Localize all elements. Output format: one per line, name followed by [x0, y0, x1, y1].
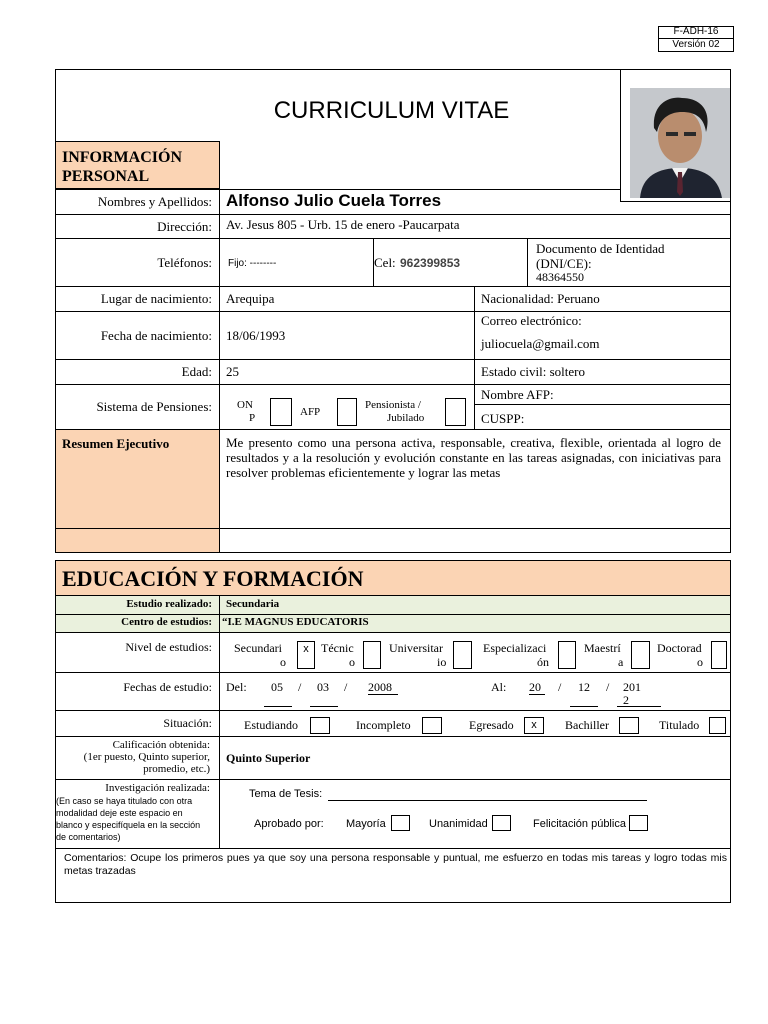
- from-month: 03: [317, 680, 329, 694]
- level-6-line2: o: [697, 655, 703, 669]
- to-day: 20: [529, 680, 541, 694]
- pension-label: Sistema de Pensiones:: [96, 399, 212, 414]
- level-5-line2: a: [618, 655, 624, 669]
- level-5-line1: Maestrí: [584, 641, 621, 655]
- date-slash-2: /: [344, 680, 348, 694]
- name-value: Alfonso Julio Cuela Torres: [226, 191, 442, 210]
- situation-3-label: Egresado: [469, 718, 514, 732]
- grade-label-2: (1er puesto, Quinto superior,: [83, 751, 210, 763]
- approval-2-label: Unanimidad: [429, 818, 488, 830]
- doc-code: F-ADH-16: [673, 26, 719, 37]
- grade-label-1: Calificación obtenida:: [112, 739, 210, 751]
- birthdate-value: 18/06/1993: [226, 328, 286, 343]
- to-year-line2: 2: [623, 693, 629, 707]
- level-2-line2: o: [349, 655, 355, 669]
- level-1-line2: o: [280, 655, 286, 669]
- birthplace-value: Arequipa: [226, 291, 275, 306]
- thesis-input-line[interactable]: [328, 800, 647, 801]
- date-slash-3: /: [558, 680, 562, 694]
- research-label: Investigación realizada:: [105, 782, 210, 794]
- comments-text: Comentarios: Ocupe los primeros pues ya que soy una persona responsable y puntual, me esfuerzo en todas mis tareas y logro todas mis metas trazadas: [64, 852, 727, 877]
- level-6-line1: Doctorad: [657, 641, 702, 655]
- profile-photo: [630, 88, 730, 198]
- level-4-line1: Especializaci: [483, 641, 547, 655]
- approval-felicitacion-checkbox[interactable]: [629, 815, 648, 831]
- age-label: Edad:: [181, 364, 212, 379]
- afp-label: AFP: [300, 406, 321, 418]
- address-label: Dirección:: [157, 219, 212, 234]
- from-year: 2008: [368, 680, 392, 694]
- personal-title-line1: INFORMACIÓN: [62, 149, 182, 166]
- summary-label: Resumen Ejecutivo: [62, 436, 170, 451]
- date-slash-1: /: [298, 680, 302, 694]
- level-maestria-checkbox[interactable]: [631, 641, 650, 669]
- education-title: EDUCACIÓN Y FORMACIÓN: [62, 566, 364, 591]
- pensionista-checkbox[interactable]: [445, 398, 466, 426]
- name-label: Nombres y Apellidos:: [97, 194, 212, 209]
- grade-value: Quinto Superior: [226, 751, 311, 765]
- situation-titulado-checkbox[interactable]: [709, 717, 726, 734]
- onp-label-1: ON: [237, 399, 253, 411]
- center-label: Centro de estudios:: [121, 616, 212, 628]
- center-value: “I.E MAGNUS EDUCATORIS: [222, 616, 369, 628]
- doc-id-label-1: Documento de Identidad: [536, 241, 665, 256]
- approval-mayoria-checkbox[interactable]: [391, 815, 410, 831]
- from-day: 05: [271, 680, 283, 694]
- approval-1-label: Mayoría: [346, 818, 386, 830]
- to-year-line1: 201: [623, 680, 641, 694]
- level-universitario-checkbox[interactable]: [453, 641, 472, 669]
- approved-label: Aprobado por:: [254, 818, 324, 830]
- to-month: 12: [578, 680, 590, 694]
- page-title: CURRICULUM VITAE: [273, 97, 510, 124]
- level-2-line1: Técnic: [321, 641, 354, 655]
- onp-checkbox[interactable]: [270, 398, 292, 426]
- level-3-line2: io: [437, 655, 447, 669]
- study-label: Estudio realizado:: [126, 598, 212, 610]
- level-4-line2: ón: [537, 655, 549, 669]
- birthdate-label: Fecha de nacimiento:: [100, 328, 212, 343]
- phones-label: Teléfonos:: [157, 255, 212, 270]
- address-value: Av. Jesus 805 - Urb. 15 de enero -Paucarpata: [226, 217, 460, 232]
- date-slash-4: /: [606, 680, 610, 694]
- pensionista-label-1: Pensionista /: [365, 399, 421, 411]
- pensionista-label-2: Jubilado: [387, 412, 425, 424]
- situation-bachiller-checkbox[interactable]: [619, 717, 639, 734]
- situation-label: Situación:: [163, 716, 212, 730]
- phone-fijo: Fijo: --------: [228, 258, 277, 269]
- personal-title-line2: PERSONAL: [62, 168, 150, 185]
- situation-estudiando-checkbox[interactable]: [310, 717, 330, 734]
- doc-id-label-2: (DNI/CE):: [536, 256, 592, 271]
- research-note-2: modalidad deje este espacio en: [56, 808, 183, 818]
- doc-id-value: 48364550: [536, 270, 584, 284]
- level-label: Nivel de estudios:: [125, 640, 212, 654]
- level-3-line1: Universitar: [389, 641, 443, 655]
- cuspp-label: CUSPP:: [481, 411, 525, 426]
- birthplace-label: Lugar de nacimiento:: [100, 291, 212, 306]
- level-especializacion-checkbox[interactable]: [558, 641, 576, 669]
- thesis-label: Tema de Tesis:: [249, 788, 323, 800]
- summary-text: Me presento como una persona activa, responsable, creativa, flexible, orientada al logro de resultados y a la resolución y evolución constante en las tareas asignadas, con iniciativas para resolver problemas eficientemente y lograr las metas: [226, 435, 721, 480]
- study-value: Secundaria: [226, 598, 280, 610]
- situation-egresado-checkbox[interactable]: x: [524, 717, 544, 734]
- research-note-1: (En caso se haya titulado con otra: [56, 796, 193, 806]
- email-value: juliocuela@gmail.com: [481, 336, 600, 351]
- age-value: 25: [226, 364, 239, 379]
- level-doctorado-checkbox[interactable]: [711, 641, 727, 669]
- situation-2-label: Incompleto: [356, 718, 411, 732]
- email-label: Correo electrónico:: [481, 313, 582, 328]
- situation-incompleto-checkbox[interactable]: [422, 717, 442, 734]
- level-1-line1: Secundari: [234, 641, 282, 655]
- afp-checkbox[interactable]: [337, 398, 357, 426]
- dates-label: Fechas de estudio:: [123, 680, 212, 694]
- cel-value: 962399853: [400, 256, 461, 270]
- approval-unanimidad-checkbox[interactable]: [492, 815, 511, 831]
- civil-status: Estado civil: soltero: [481, 364, 585, 379]
- research-note-4: de comentarios): [56, 832, 121, 842]
- situation-5-label: Titulado: [659, 718, 700, 732]
- del-label: Del:: [226, 680, 247, 694]
- afp-name-label: Nombre AFP:: [481, 387, 554, 402]
- situation-4-label: Bachiller: [565, 718, 609, 732]
- level-secundario-checkbox[interactable]: x: [297, 641, 315, 669]
- situation-1-label: Estudiando: [244, 718, 298, 732]
- level-tecnico-checkbox[interactable]: [363, 641, 381, 669]
- doc-version: Versión 02: [672, 39, 720, 50]
- al-label: Al:: [491, 680, 507, 694]
- approval-3-label: Felicitación pública: [533, 818, 626, 830]
- nationality: Nacionalidad: Peruano: [481, 291, 600, 306]
- cel-label: Cel:: [374, 255, 396, 270]
- research-note-3: blanco y especifíquela en la sección: [56, 820, 201, 830]
- onp-label-2: P: [249, 412, 256, 424]
- grade-label-3: promedio, etc.): [143, 763, 210, 775]
